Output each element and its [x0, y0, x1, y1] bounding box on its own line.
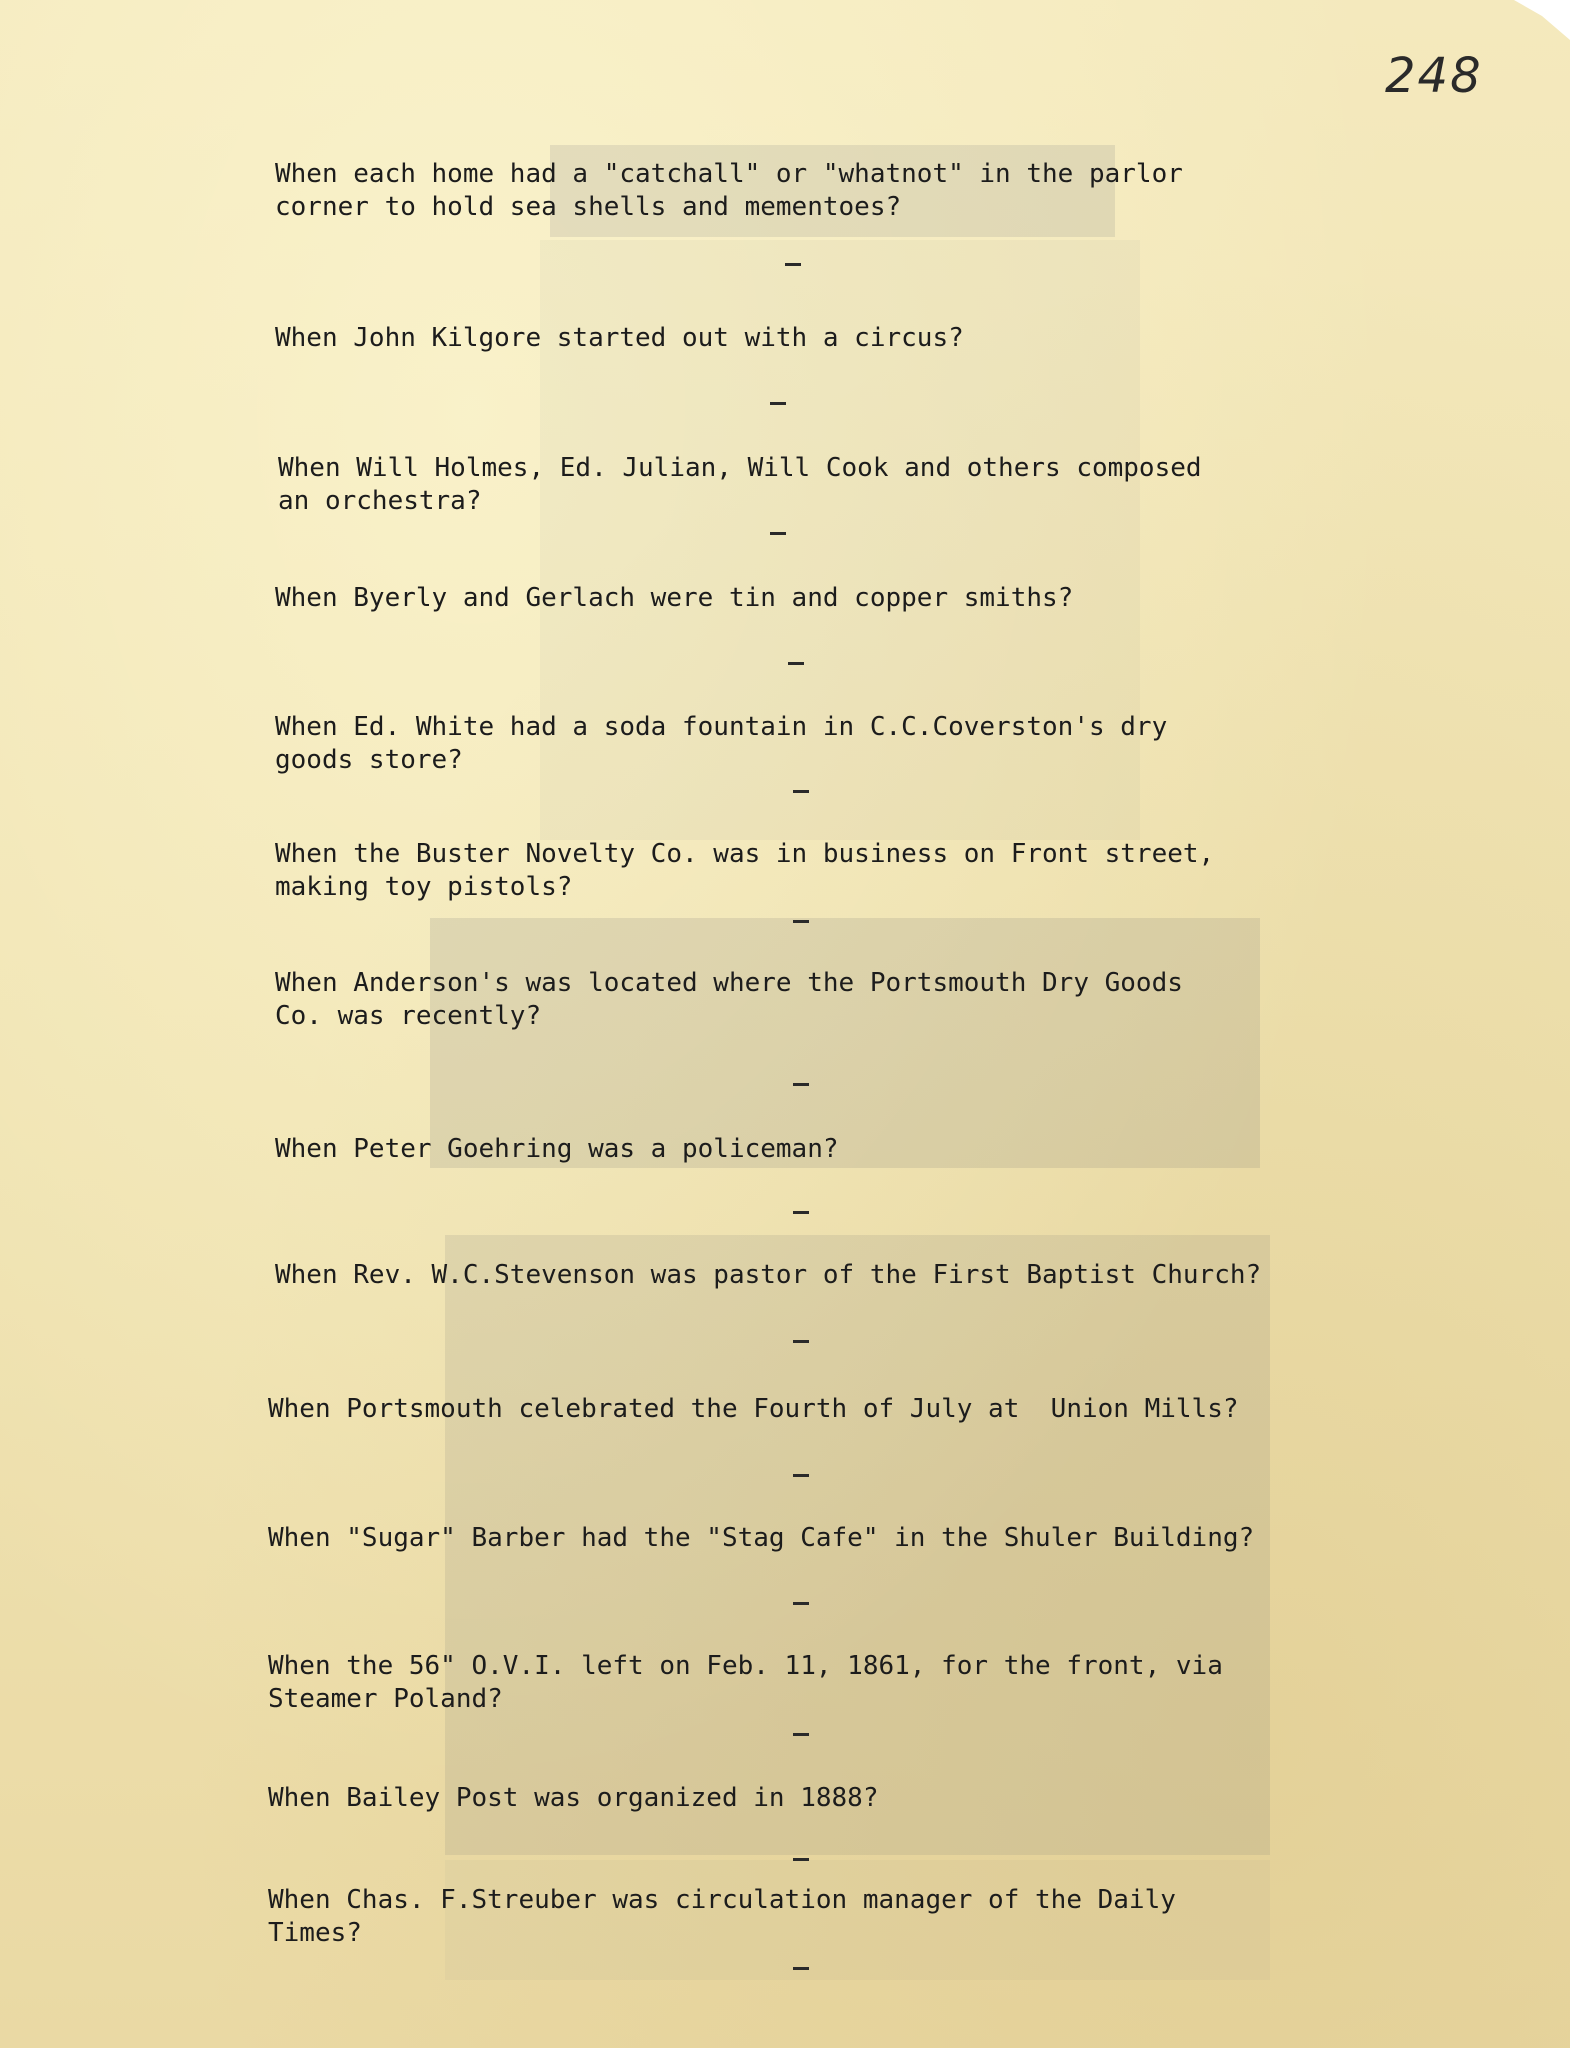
separator-dash — [793, 1211, 809, 1214]
question-item: When Portsmouth celebrated the Fourth of July at Union Mills? — [268, 1394, 1239, 1424]
page-number: 248 — [1385, 48, 1483, 104]
question-item: When Peter Goehring was a policeman? — [275, 1134, 839, 1164]
separator-dash — [793, 1733, 809, 1736]
separator-dash — [793, 790, 809, 793]
bleed-through-photo-top — [430, 918, 1260, 1168]
separator-dash — [793, 1858, 809, 1861]
separator-dash — [793, 1340, 809, 1343]
question-item: When the Buster Novelty Co. was in business on Front street, making toy pistols? — [275, 839, 1215, 902]
question-item: When each home had a "catchall" or "whatnot" in the parlor corner to hold sea shells and mementoes? — [275, 159, 1183, 222]
question-item: When Ed. White had a soda fountain in C.C.Coverston's dry goods store? — [275, 712, 1168, 775]
question-item: When Bailey Post was organized in 1888? — [268, 1783, 879, 1813]
question-item: When Rev. W.C.Stevenson was pastor of the First Baptist Church? — [275, 1260, 1262, 1290]
separator-dash — [793, 1083, 809, 1086]
question-item: When "Sugar" Barber had the "Stag Cafe" in the Shuler Building? — [268, 1523, 1255, 1553]
separator-dash — [785, 263, 801, 266]
separator-dash — [793, 1967, 809, 1970]
separator-dash — [793, 1474, 809, 1477]
question-item: When Anderson's was located where the Portsmouth Dry Goods Co. was recently? — [275, 968, 1183, 1031]
torn-corner — [1500, 0, 1570, 40]
separator-dash — [793, 920, 809, 923]
separator-dash — [770, 402, 786, 405]
separator-dash — [793, 1602, 809, 1605]
question-item: When Byerly and Gerlach were tin and copper smiths? — [275, 583, 1074, 613]
question-item: When John Kilgore started out with a circus? — [275, 323, 964, 353]
separator-dash — [770, 532, 786, 535]
question-item: When Chas. F.Streuber was circulation manager of the Daily Times? — [268, 1885, 1176, 1948]
question-item: When Will Holmes, Ed. Julian, Will Cook and others composed an orchestra? — [278, 453, 1202, 516]
question-item: When the 56" O.V.I. left on Feb. 11, 1861, for the front, via Steamer Poland? — [268, 1651, 1223, 1714]
separator-dash — [788, 662, 804, 665]
